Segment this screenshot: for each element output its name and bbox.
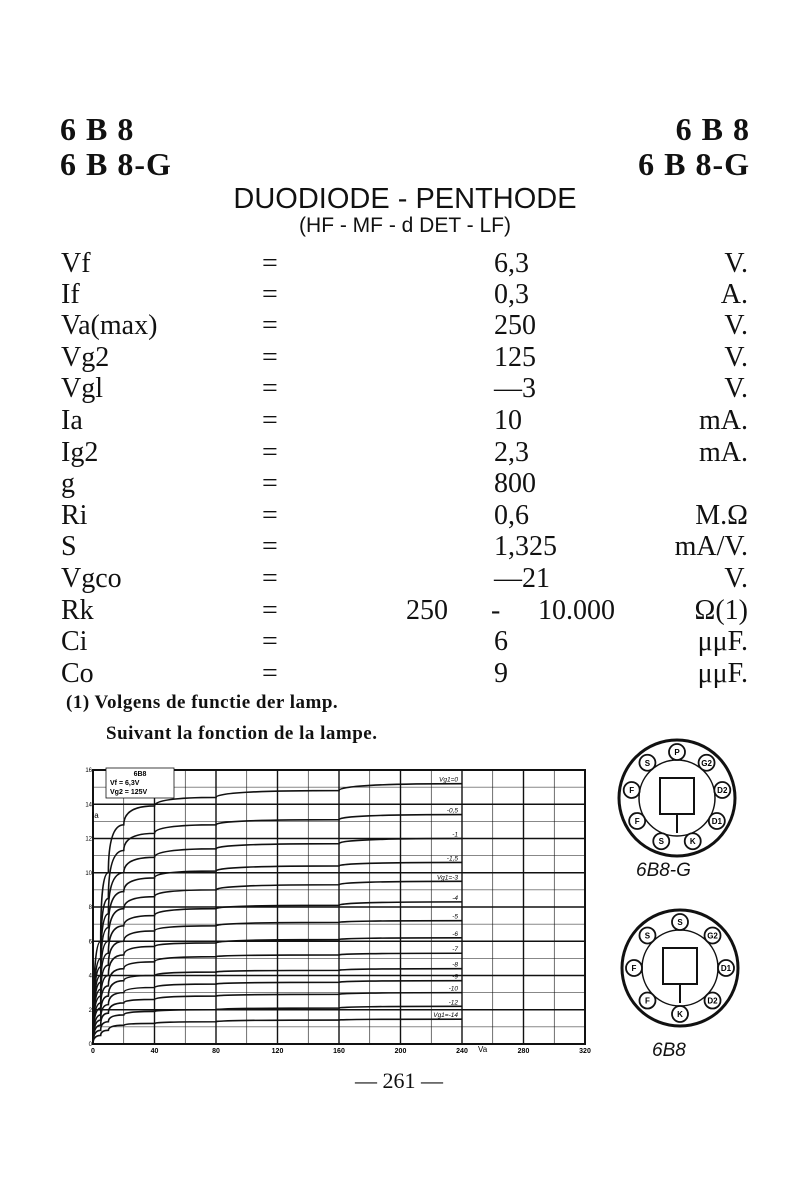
- spec-equals: =: [262, 405, 278, 436]
- base-pin-label: K: [689, 837, 696, 847]
- spec-row-rk: [0, 597, 800, 628]
- spec-value: 125: [494, 342, 536, 373]
- tube-name-left-1: 6 B 8: [60, 111, 135, 147]
- spec-row: [0, 628, 800, 659]
- y-tick-label: 2: [88, 1007, 92, 1014]
- base-pin-label: D2: [707, 996, 718, 1006]
- spec-value: 250: [494, 310, 536, 341]
- tube-electrodes-icon: [663, 948, 697, 984]
- y-tick-label: 14: [85, 802, 92, 809]
- spec-row: [0, 344, 800, 375]
- x-tick-label: 200: [394, 1048, 407, 1055]
- chart-grid: [93, 770, 585, 1044]
- x-tick-label: 40: [150, 1048, 159, 1055]
- spec-row: [0, 660, 800, 691]
- spec-unit: Ω(1): [694, 595, 748, 626]
- spec-symbol: Vg2: [61, 342, 110, 373]
- spec-row: [0, 502, 800, 533]
- spec-unit: V.: [724, 248, 748, 279]
- spec-symbol: If: [61, 279, 80, 310]
- tube-electrodes-icon: [660, 778, 694, 814]
- base-pin-label: D2: [717, 786, 728, 796]
- x-tick-label: 120: [271, 1048, 284, 1055]
- spec-symbol: Vgl: [61, 373, 103, 404]
- spec-value: —3: [494, 373, 536, 404]
- x-tick-label: 280: [517, 1048, 530, 1055]
- spec-unit: V.: [724, 342, 748, 373]
- spec-equals: =: [262, 437, 278, 468]
- spec-unit: μμF.: [697, 658, 748, 689]
- spec-row: [0, 312, 800, 343]
- y-tick-label: 12: [85, 836, 92, 843]
- spec-equals: =: [262, 531, 278, 562]
- rk-max-value: 10.000: [538, 595, 615, 626]
- chart-curve-labels: [433, 777, 458, 1019]
- spec-value: 2,3: [494, 437, 529, 468]
- footnote-french: Suivant la fonction de la lampe.: [106, 723, 378, 744]
- spec-equals: =: [262, 658, 278, 689]
- base-pin-label: S: [644, 931, 651, 941]
- base-pin-label: F: [634, 817, 640, 826]
- x-tick-label: 320: [579, 1048, 591, 1055]
- base-pin-label: K: [677, 1010, 683, 1019]
- tube-name-right-1: 6 B 8: [675, 111, 750, 147]
- spec-value: 1,325: [494, 531, 557, 562]
- spec-row: [0, 375, 800, 406]
- page-title: DUODIODE - PENTHODE: [233, 183, 577, 215]
- curve-label: -0,5: [446, 807, 458, 815]
- spec-row: [0, 281, 800, 312]
- base-diagram-6b8g: [612, 733, 742, 863]
- legend-line-1: 6B8: [133, 771, 147, 778]
- spec-symbol: Rk: [61, 595, 94, 626]
- base-pin-label: S: [644, 758, 651, 768]
- spec-unit: V.: [724, 373, 748, 404]
- spec-equals: =: [262, 248, 278, 279]
- spec-equals: =: [262, 626, 278, 657]
- chart-xlabel: Va: [478, 1045, 488, 1054]
- base-pin-label: G2: [701, 758, 712, 768]
- spec-equals: =: [262, 342, 278, 373]
- y-tick-label: 0: [88, 1042, 92, 1048]
- legend-line-2: Vf = 6,3V: [110, 780, 140, 787]
- x-tick-label: 80: [212, 1048, 220, 1055]
- curve-label: Vg1=0: [439, 776, 458, 784]
- tube-name-right-2: 6 B 8-G: [638, 146, 750, 182]
- base-label-6b8g: 6B8-G: [636, 860, 691, 881]
- base-label-6b8: 6B8: [652, 1040, 686, 1061]
- base-diagram-6b8: [615, 903, 745, 1033]
- spec-value: 0,3: [494, 279, 529, 310]
- chart-legend-box: [106, 768, 174, 798]
- chart-ylabel: Ia: [92, 811, 99, 820]
- base-pin-label: P: [674, 748, 680, 757]
- spec-row: [0, 533, 800, 564]
- spec-symbol: S: [61, 531, 77, 562]
- spec-value: 6: [494, 626, 508, 657]
- y-tick-label: 6: [88, 939, 92, 946]
- spec-symbol: Ig2: [61, 437, 99, 468]
- spec-value: 0,6: [494, 500, 529, 531]
- base-pins: [626, 914, 734, 1022]
- spec-row: [0, 470, 800, 501]
- spec-symbol: Ri: [61, 500, 88, 531]
- rk-min-value: 250: [406, 595, 448, 626]
- spec-value: 9: [494, 658, 508, 689]
- curve-label: -6: [452, 930, 458, 938]
- curve-label: -10: [448, 985, 458, 993]
- spec-value: 800: [494, 468, 536, 499]
- tube-name-left-2: 6 B 8-G: [60, 146, 172, 182]
- spec-row: [0, 250, 800, 281]
- legend-line-3: Vg2 = 125V: [110, 789, 148, 796]
- curve-label: -4: [452, 894, 458, 902]
- base-pin-label: F: [645, 996, 650, 1006]
- y-tick-label: 10: [85, 870, 92, 877]
- base-pin-label: G2: [707, 931, 718, 941]
- spec-row: [0, 407, 800, 438]
- base-pin-label: S: [677, 918, 683, 927]
- spec-equals: =: [262, 595, 278, 626]
- spec-equals: =: [262, 279, 278, 310]
- base-pin-label: D1: [720, 964, 732, 973]
- x-tick-label: 0: [91, 1048, 95, 1055]
- spec-symbol: Va(max): [61, 310, 158, 341]
- spec-equals: =: [262, 373, 278, 404]
- footnote-dutch: (1) Volgens de functie der lamp.: [66, 692, 339, 713]
- spec-unit: mA.: [699, 405, 748, 436]
- spec-equals: =: [262, 500, 278, 531]
- page-subtitle: (HF - MF - d DET - LF): [299, 214, 511, 237]
- x-tick-label: 160: [333, 1048, 345, 1055]
- curve-label: Vg1=-14: [433, 1012, 458, 1020]
- spec-symbol: Vf: [61, 248, 91, 279]
- page-number: — 261 —: [355, 1068, 443, 1093]
- spec-unit: mA/V.: [674, 531, 748, 562]
- base-pin-label: S: [658, 837, 664, 847]
- spec-unit: mA.: [699, 437, 748, 468]
- spec-equals: =: [262, 468, 278, 499]
- curve-label: -9: [452, 973, 458, 981]
- spec-symbol: Ia: [61, 405, 83, 436]
- base-pin-label: F: [631, 964, 637, 973]
- curve-label: Vg1=-3: [436, 874, 458, 882]
- spec-unit: V.: [724, 310, 748, 341]
- spec-row: [0, 565, 800, 596]
- spec-unit: M.Ω: [695, 500, 748, 531]
- curve-label: -12: [448, 999, 458, 1007]
- spec-unit: μμF.: [697, 626, 748, 657]
- spec-equals: =: [262, 563, 278, 594]
- y-tick-label: 4: [88, 973, 92, 980]
- spec-row: [0, 439, 800, 470]
- spec-value: 6,3: [494, 248, 529, 279]
- curve-label: -7: [452, 946, 458, 954]
- spec-symbol: g: [61, 468, 75, 499]
- base-pin-label: D1: [711, 817, 722, 826]
- spec-symbol: Vgco: [61, 563, 122, 594]
- curve-label: -5: [452, 913, 458, 921]
- spec-unit: A.: [720, 279, 748, 310]
- spec-symbol: Ci: [61, 626, 88, 657]
- base-pin-label: F: [629, 786, 635, 796]
- spec-unit: V.: [724, 563, 748, 594]
- curve-label: -8: [452, 961, 458, 969]
- x-tick-label: 240: [456, 1048, 468, 1055]
- curve-label: -1,5: [446, 855, 458, 863]
- spec-equals: =: [262, 310, 278, 341]
- curve-label: -1: [452, 831, 458, 839]
- rk-range-dash: -: [491, 595, 501, 626]
- spec-value: 10: [494, 405, 522, 436]
- spec-value: —21: [494, 563, 550, 594]
- spec-symbol: Co: [61, 658, 94, 689]
- characteristic-curves-chart: [85, 762, 596, 1055]
- y-tick-label: 16: [85, 768, 92, 774]
- y-tick-label: 8: [88, 905, 92, 911]
